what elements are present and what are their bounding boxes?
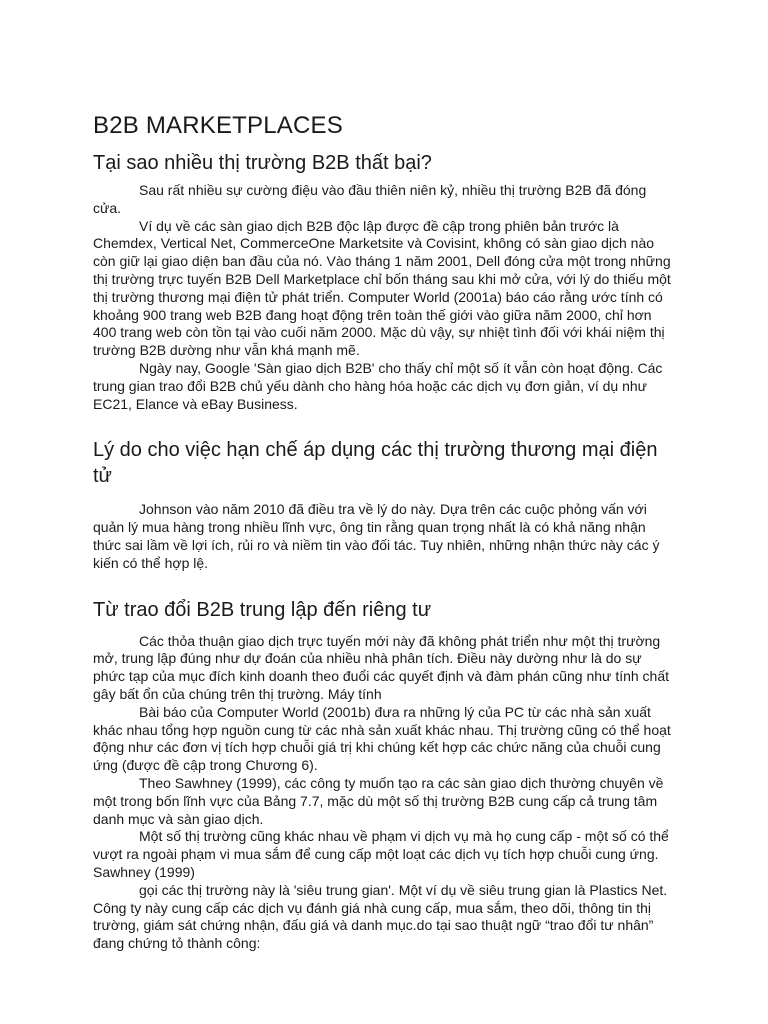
document-title: B2B MARKETPLACES [93, 112, 343, 139]
paragraph: gọi các thị trường này là 'siêu trung gian'. Một ví dụ về siêu trung gian là Plastics Net. Công ty này cung cấp các dịch vụ đánh giá nhà cung cấp, mua sắm, theo dõi, thông tin thị trường, giám sát chứng nhận, đấu giá và danh mục.do tại sao thuật ngữ “trao đổi tư nhân” đang chứng tỏ thành công: [93, 881, 668, 952]
section-limited-adoption [93, 437, 673, 572]
paragraph: Các thỏa thuận giao dịch trực tuyến mới này đã không phát triển như một thị trường mở, trung lập đúng như dự đoán của nhiều nhà phân tích. Điều này dường như là do sự phức tạp của mục đích kinh doanh theo đuổi các quyết định và đàm phán cũng như tính chất gây bất ổn của chúng trên thị trường. Máy tính [93, 632, 670, 702]
paragraph: Ví dụ về các sàn giao dịch B2B độc lập được đề cập trong phiên bản trước là Chemdex, Vertical Net, CommerceOne Marketsite và Covisint, không có sàn giao dịch nào còn giữ lại giao diện ban đầu của nó. Vào tháng 1 năm 2001, Dell đóng cửa một trong những thị trường trực tuyến B2B Dell Marketplace chỉ bốn tháng sau khi mở cửa, với lý do thiếu một thị trường thương mại điện tử phát triển. Computer World (2001a) báo cáo rằng ước tính có khoảng 900 trang web B2B đang hoạt động trên toàn thế giới vào giữa năm 2000, chỉ hơn 400 trang web còn tồn tại vào cuối năm 2000. Mặc dù vậy, sự nhiệt tình đối với khái niệm thị trường B2B dường như vẫn khá mạnh mẽ. [93, 217, 671, 359]
paragraph: Sau rất nhiều sự cường điệu vào đầu thiên niên kỷ, nhiều thị trường B2B đã đóng cửa. [93, 182, 647, 216]
document-page [93, 110, 673, 953]
paragraph: Một số thị trường cũng khác nhau về phạm vi dịch vụ mà họ cung cấp - một số có thể vượt ra ngoài phạm vi mua sắm để cung cấp một loạt các dịch vụ tích hợp chuỗi cung ứng. Sawhney (1999) [93, 828, 669, 880]
section-heading: Tại sao nhiều thị trường B2B thất bại? [93, 152, 432, 174]
section-body [93, 182, 673, 413]
paragraph: Johnson vào năm 2010 đã điều tra về lý do này. Dựa trên các cuộc phỏng vấn với quản lý mua hàng trong nhiều lĩnh vực, ông tin rằng quan trọng nhất là có khả năng nhận thức sai lầm về lợi ích, rủi ro và niềm tin vào đối tác. Tuy nhiên, những nhận thức này các ý kiến có thể hợp lệ. [93, 501, 660, 571]
paragraph: Theo Sawhney (1999), các công ty muốn tạo ra các sàn giao dịch thường chuyên về một trong bốn lĩnh vực của Bảng 7.7, mặc dù một số thị trường B2B cung cấp cả trung tâm danh mục và sàn giao dịch. [93, 774, 664, 827]
section-heading: Từ trao đổi B2B trung lập đến riêng tư [93, 598, 432, 621]
paragraph: Bài báo của Computer World (2001b) đưa ra những lý của PC từ các nhà sản xuất khác nhau tổng hợp nguồn cung từ các nhà sản xuất khác nhau. Thị trường cũng có thể hoạt động như các đơn vị tích hợp chuỗi giá trị khi chúng kết hợp các chức năng của chuỗi cung ứng (được đề cập trong Chương 6). [93, 703, 671, 774]
section-body [93, 633, 673, 953]
section-why-fail [93, 150, 673, 413]
section-heading: Lý do cho việc hạn chế áp dụng các thị trường thương mại điện tử [93, 439, 658, 488]
paragraph: Ngày nay, Google 'Sàn giao dịch B2B' cho thấy chỉ một số ít vẫn còn hoạt động. Các trung gian trao đổi B2B chủ yếu dành cho hàng hóa hoặc các dịch vụ đơn giản, ví dụ như EC21, Elance và eBay Business. [93, 359, 663, 412]
section-neutral-to-private [93, 597, 673, 953]
section-body [93, 501, 673, 572]
